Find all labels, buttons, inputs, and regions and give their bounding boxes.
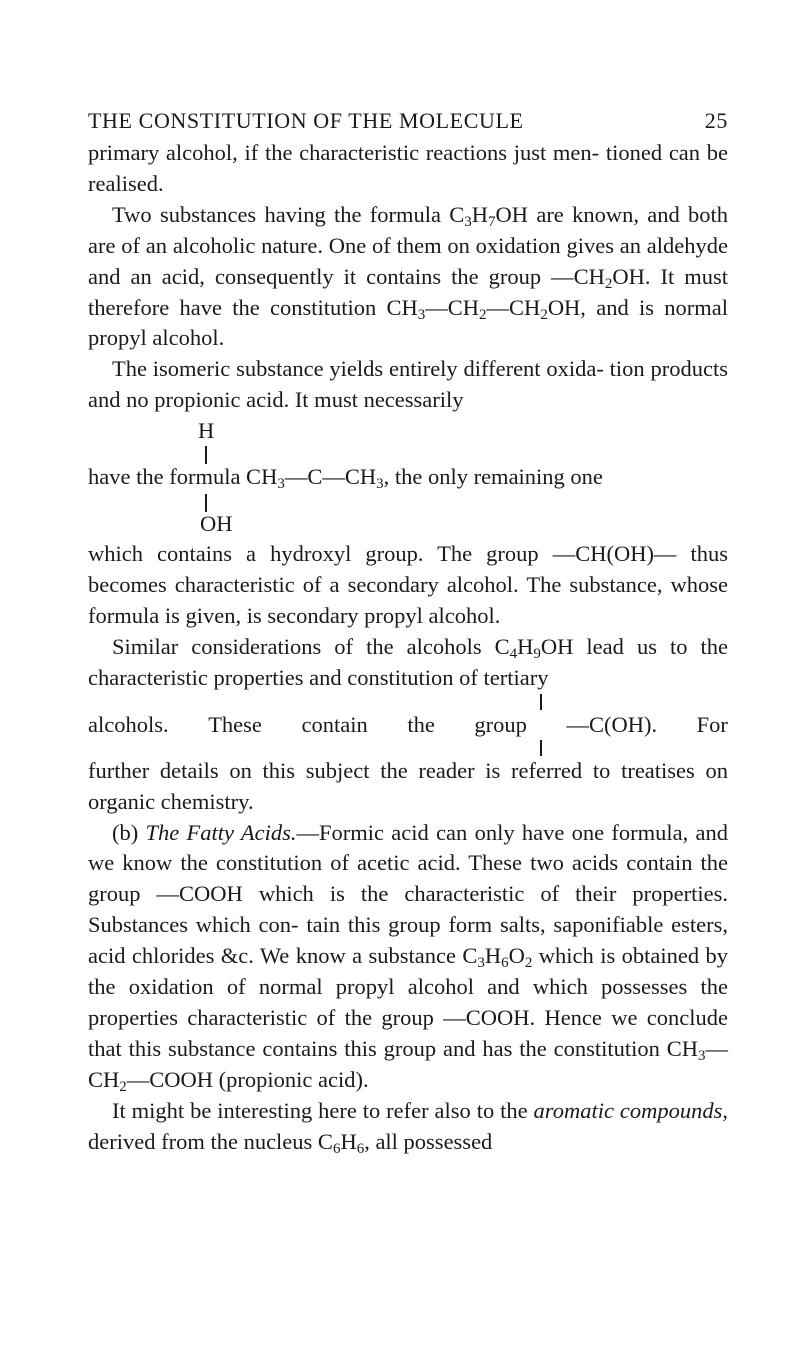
tertiary-group-line: [88, 694, 728, 756]
formula-line: alcohols. These contain the group —C(OH). For: [88, 711, 728, 737]
page-body: [88, 138, 728, 1157]
page-number: 25: [704, 108, 728, 133]
paragraph: Two substances having the formula $C_3H_7OH$ are known, and both are of an alcoholic nature. One of them on oxidation gives an aldehyde and an acid, consequently it contains the group $—CH_2OH$. It must therefore have the constitution $CH_3—CH_2—CH_2OH$, and is normal propyl alcohol.: [88, 201, 729, 351]
paragraph: It might be interesting here to refer also to the aromatic compounds, derived from the nucleus $C_6H_6$, all possessed: [88, 1097, 728, 1157]
running-title: THE CONSTITUTION OF THE MOLECULE: [88, 108, 524, 133]
structural-formula-secondary-propyl: [88, 416, 728, 539]
section-title: The Fatty Acids.: [145, 819, 297, 845]
formula-hydrogen: H: [198, 418, 215, 444]
paragraph: which contains a hydroxyl group. The group —CH(OH)— thus becomes characteristic of a secondary alcohol. The substance, whose formula is given, is secondary propyl alcohol.: [88, 541, 728, 628]
formula-line: have the formula $CH_3—C—CH_3$, the only remaining one: [88, 464, 603, 493]
paragraph: further details on this subject the reader is referred to treatises on organic chemistry.: [88, 757, 728, 814]
paragraph: primary alcohol, if the characteristic reactions just men- tioned can be realised.: [88, 140, 728, 196]
paragraph: Similar considerations of the alcohols $C_4H_9OH$ lead us to the characteristic properties and constitution of tertiary: [88, 633, 729, 690]
running-header: [88, 100, 728, 140]
paragraph: (b) The Fatty Acids.—Formic acid can only have one formula, and we know the constitution of acetic acid. These two acids contain the group —COOH which is the characteristic of their properties. Substances which con- tain this group form salts, saponifiable esters, acid chlorides &c. We know a substance $C_3H_6O_2$ which is obtained by the oxidation of normal propyl alcohol and which possesses the properties characteristic of the group —COOH. Hence we conclude that this substance contains this group and has the constitution $CH_3—CH_2—COOH$ (propionic acid).: [88, 819, 728, 1095]
paragraph: The isomeric substance yields entirely different oxida- tion products and no propionic acid. It must necessarily: [88, 356, 728, 413]
bond-line: [540, 694, 542, 710]
bond-line: [540, 740, 542, 756]
formula-hydroxyl: OH: [200, 511, 233, 537]
